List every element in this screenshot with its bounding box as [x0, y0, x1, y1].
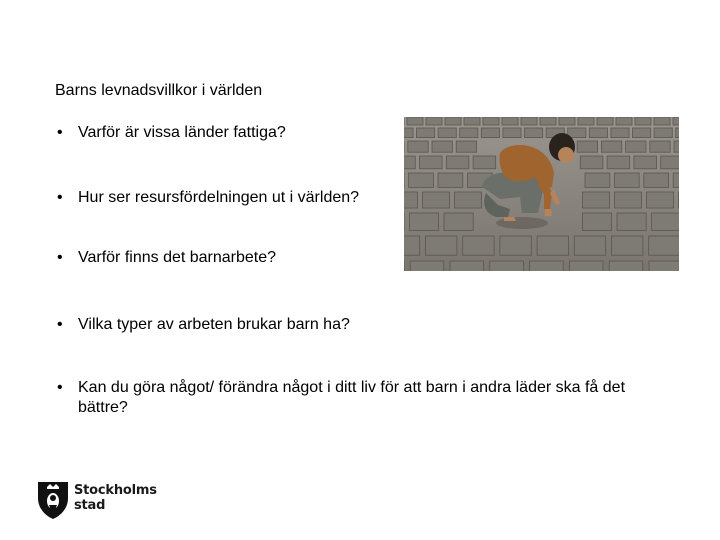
brick [502, 117, 518, 125]
brick [455, 192, 482, 208]
brick [607, 156, 630, 169]
bullet-marker: • [57, 249, 63, 266]
child-labor-bricks-photo [404, 117, 679, 271]
brick [654, 128, 672, 138]
brick [635, 117, 651, 125]
brick [463, 236, 494, 255]
brick [583, 192, 610, 208]
brick [407, 117, 423, 125]
photo-illustration [404, 117, 679, 271]
brick [426, 236, 457, 255]
brick [582, 213, 611, 231]
brick [537, 236, 568, 255]
brick [404, 156, 415, 169]
bullet-item [55, 315, 678, 335]
bullet-marker: • [57, 189, 63, 206]
bullet-text: Kan du göra något/ förändra något i ditt liv för att barn i andra läder ska få det bättre? [78, 379, 626, 416]
bullet-marker: • [57, 316, 63, 333]
face [558, 147, 574, 163]
brick [654, 117, 670, 125]
brick [483, 117, 499, 125]
brick [589, 128, 607, 138]
foot [504, 217, 516, 221]
brick [540, 117, 556, 125]
bullet-text: Varför är vissa länder fattiga? [78, 124, 286, 141]
brick [615, 192, 642, 208]
brick [585, 173, 610, 187]
bullet-text: Vilka typer av arbeten brukar barn ha? [78, 316, 350, 333]
brick [674, 141, 679, 152]
brick [444, 213, 473, 231]
brick [409, 213, 438, 231]
brick [614, 173, 639, 187]
brick [409, 173, 434, 187]
bullet-marker: • [57, 379, 63, 396]
brick [481, 128, 499, 138]
brick [530, 261, 564, 271]
logo-line-1: Stockholms [74, 483, 157, 498]
brick [661, 156, 679, 169]
brick [525, 128, 543, 138]
brick [426, 117, 442, 125]
brick [473, 156, 496, 169]
brick [609, 261, 643, 271]
bullet-text: Hur ser resursfördelningen ut i världen? [78, 189, 360, 206]
brick [647, 192, 674, 208]
brick [611, 128, 629, 138]
slide-title: Barns levnadsvillkor i världen [55, 82, 263, 99]
brick [445, 117, 461, 125]
brick [432, 141, 452, 152]
brick [568, 128, 586, 138]
bullet-item [55, 378, 678, 418]
brick [679, 192, 680, 208]
brick [503, 128, 521, 138]
brick [410, 261, 444, 271]
brick [404, 128, 413, 138]
stockholms-stad-logo [36, 478, 156, 522]
brick [420, 156, 443, 169]
brick [408, 141, 428, 152]
brick [673, 117, 679, 125]
brick [423, 192, 450, 208]
brick [460, 128, 478, 138]
brick [450, 261, 484, 271]
hand [545, 209, 552, 216]
brick [650, 141, 670, 152]
brick [559, 117, 575, 125]
brick [673, 173, 679, 187]
brick [633, 128, 651, 138]
brick [617, 213, 646, 231]
brick [676, 128, 679, 138]
brick [601, 141, 621, 152]
bullet-marker: • [57, 124, 63, 141]
brick [464, 117, 480, 125]
brick [626, 141, 646, 152]
brick [404, 192, 418, 208]
brick [649, 261, 679, 271]
brick [574, 236, 605, 255]
brick [634, 156, 657, 169]
city-crest-icon [36, 478, 70, 520]
brick [500, 236, 531, 255]
brick [456, 141, 476, 152]
shadow [496, 217, 548, 229]
bullet-text: Varför finns det barnarbete? [78, 249, 277, 266]
brick [404, 236, 420, 255]
brick [597, 117, 613, 125]
brick [612, 236, 643, 255]
logo-wordmark [74, 483, 157, 513]
brick [616, 117, 632, 125]
brick [649, 236, 679, 255]
brick [438, 173, 463, 187]
brick [652, 213, 679, 231]
brick [644, 173, 669, 187]
brick [578, 117, 594, 125]
brick [490, 261, 524, 271]
brick [438, 128, 456, 138]
brick [577, 141, 597, 152]
brick [417, 128, 435, 138]
brick [569, 261, 603, 271]
logo-line-2: stad [74, 498, 106, 513]
brick [580, 156, 603, 169]
brick [446, 156, 469, 169]
brick [521, 117, 537, 125]
